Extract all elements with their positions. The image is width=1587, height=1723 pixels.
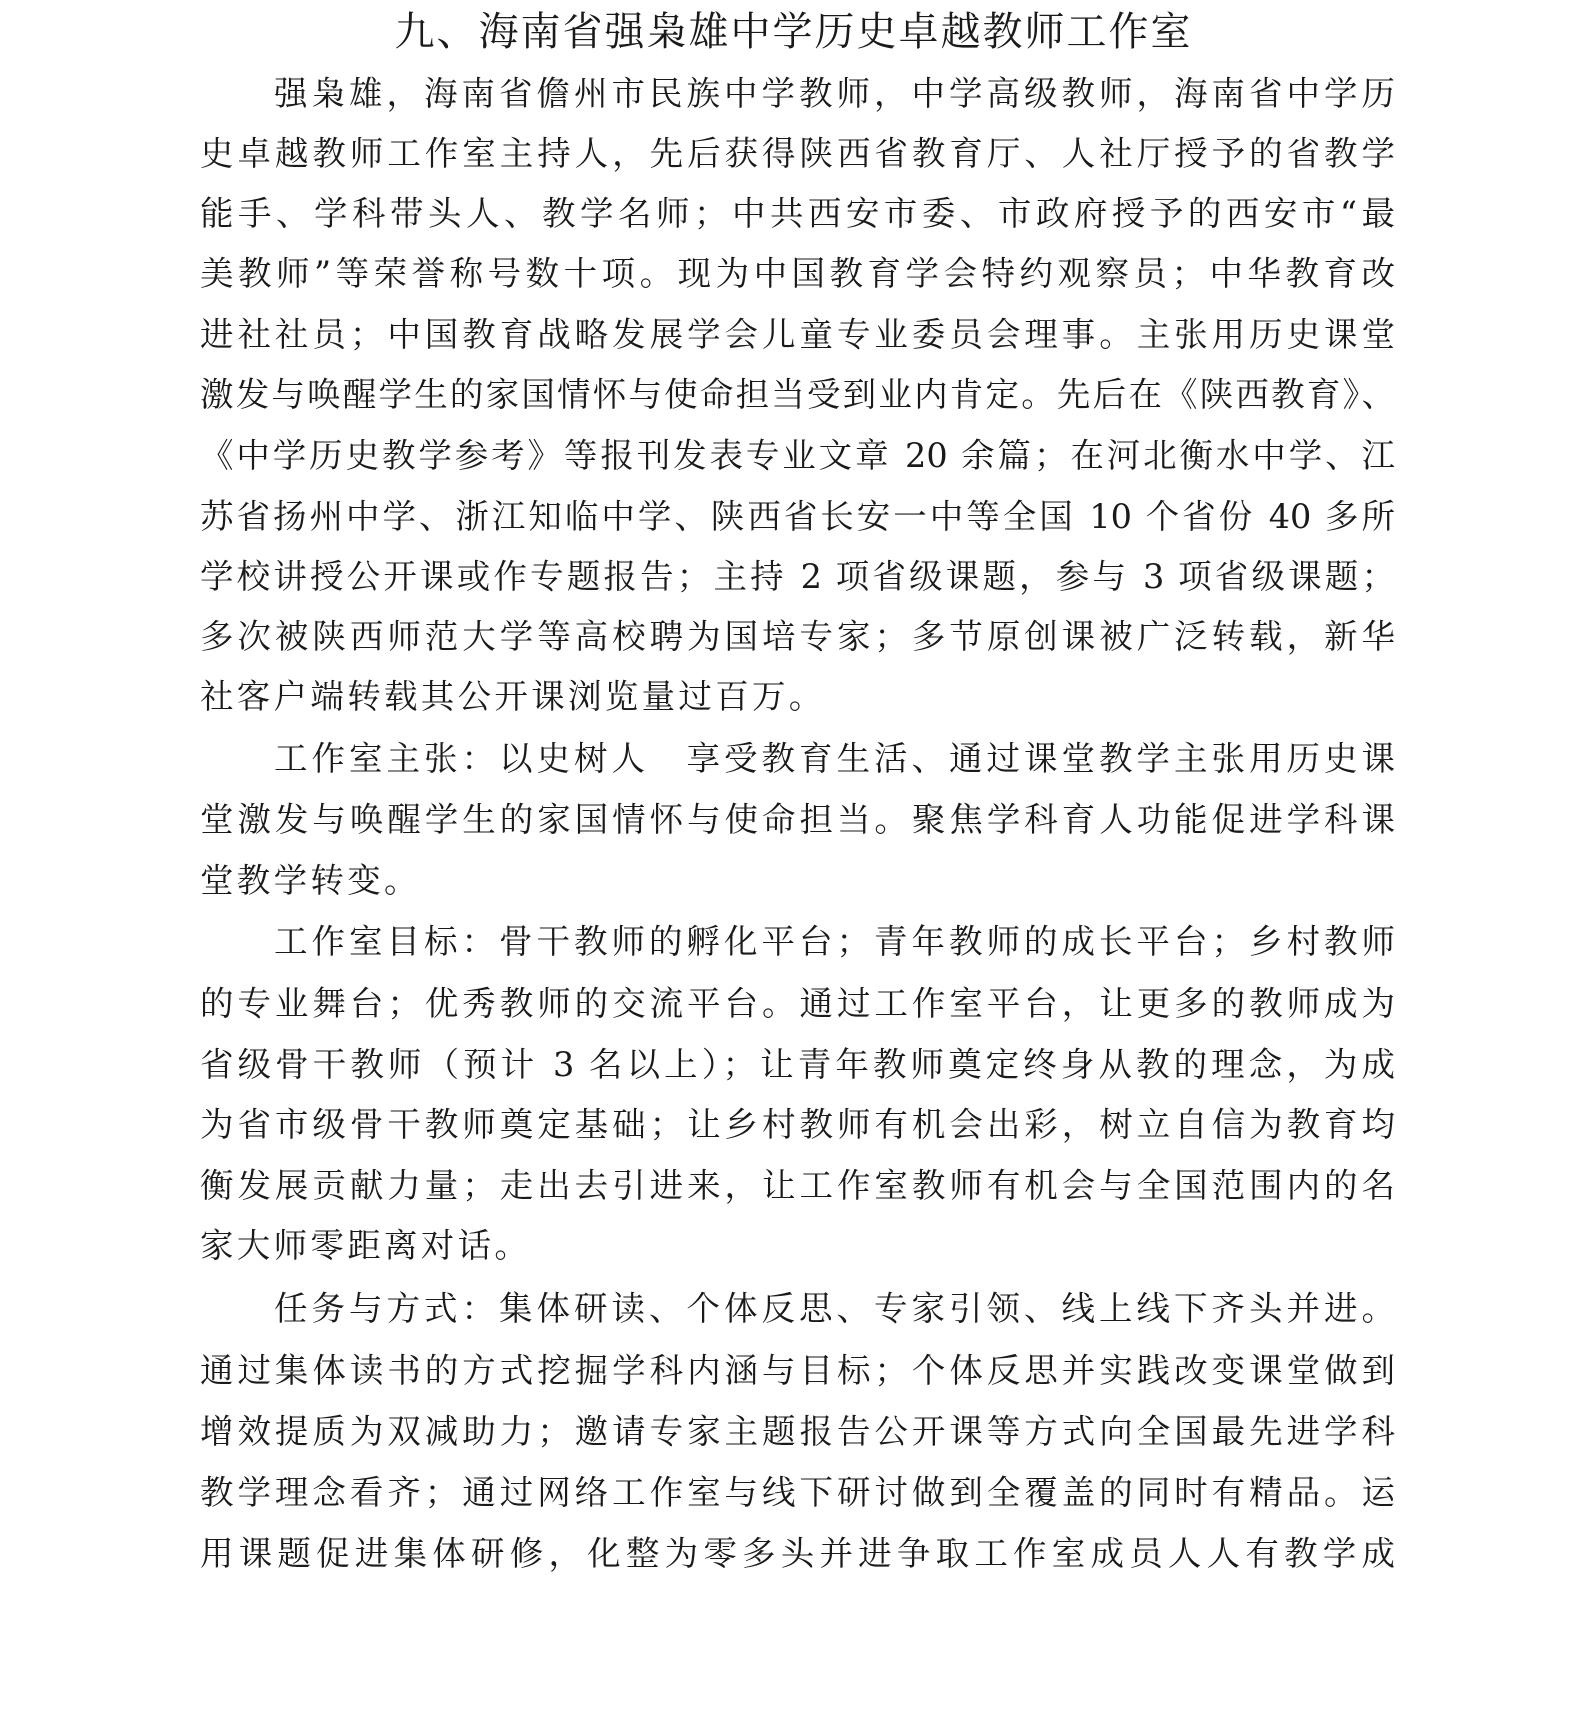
philosophy-line: 堂激发与唤醒学生的家国情怀与使命担当。聚焦学科育人功能促进学科课 — [200, 800, 1395, 839]
page-title: 九、海南省强枭雄中学历史卓越教师工作室 — [394, 9, 1193, 55]
tasks-line: 增效提质为双减助力；邀请专家主题报告公开课等方式向全国最先进学科 — [200, 1412, 1395, 1451]
goals-line: 衡发展贡献力量；走出去引进来，让工作室教师有机会与全国范围内的名 — [200, 1166, 1395, 1205]
goals-line: 为省市级骨干教师奠定基础；让乡村教师有机会出彩，树立自信为教育均 — [200, 1105, 1395, 1144]
bio-line: 多次被陕西师范大学等高校聘为国培专家；多节原创课被广泛转载，新华 — [200, 617, 1395, 656]
bio-line: 进社社员；中国教育战略发展学会儿童专业委员会理事。主张用历史课堂 — [200, 315, 1395, 354]
philosophy-line: 堂教学转变。 — [200, 861, 421, 900]
philosophy-line: 工作室主张：以史树人 享受教育生活、通过课堂教学主张用历史课 — [274, 739, 1395, 778]
tasks-line: 任务与方式：集体研读、个体反思、专家引领、线上线下齐头并进。 — [274, 1289, 1395, 1328]
tasks-line: 通过集体读书的方式挖掘学科内涵与目标；个体反思并实践改变课堂做到 — [200, 1351, 1395, 1390]
goals-line: 省级骨干教师（预计 3 名以上）；让青年教师奠定终身从教的理念，为成 — [200, 1045, 1395, 1084]
bio-line: 美教师”等荣誉称号数十项。现为中国教育学会特约观察员；中华教育改 — [200, 254, 1395, 293]
bio-line: 能手、学科带头人、教学名师；中共西安市委、市政府授予的西安市“最 — [200, 194, 1395, 233]
tasks-line: 用课题促进集体研修，化整为零多头并进争取工作室成员人人有教学成 — [200, 1534, 1395, 1573]
bio-line: 《中学历史教学参考》等报刊发表专业文章 20 余篇；在河北衡水中学、江 — [200, 436, 1395, 475]
goals-line: 工作室目标：骨干教师的孵化平台；青年教师的成长平台；乡村教师 — [274, 922, 1395, 961]
goals-line: 的专业舞台；优秀教师的交流平台。通过工作室平台，让更多的教师成为 — [200, 984, 1395, 1023]
bio-line: 社客户端转载其公开课浏览量过百万。 — [200, 677, 826, 716]
goals-line: 家大师零距离对话。 — [200, 1226, 532, 1265]
bio-line: 苏省扬州中学、浙江知临中学、陕西省长安一中等全国 10 个省份 40 多所 — [200, 497, 1395, 536]
bio-line: 学校讲授公开课或作专题报告；主持 2 项省级课题，参与 3 项省级课题； — [200, 557, 1395, 596]
tasks-line: 教学理念看齐；通过网络工作室与线下研讨做到全覆盖的同时有精品。运 — [200, 1473, 1395, 1512]
bio-line: 史卓越教师工作室主持人，先后获得陕西省教育厅、人社厅授予的省教学 — [200, 134, 1395, 173]
bio-line: 激发与唤醒学生的家国情怀与使命担当受到业内肯定。先后在《陕西教育》、 — [200, 375, 1395, 414]
bio-line: 强枭雄，海南省儋州市民族中学教师，中学高级教师，海南省中学历 — [274, 74, 1395, 113]
